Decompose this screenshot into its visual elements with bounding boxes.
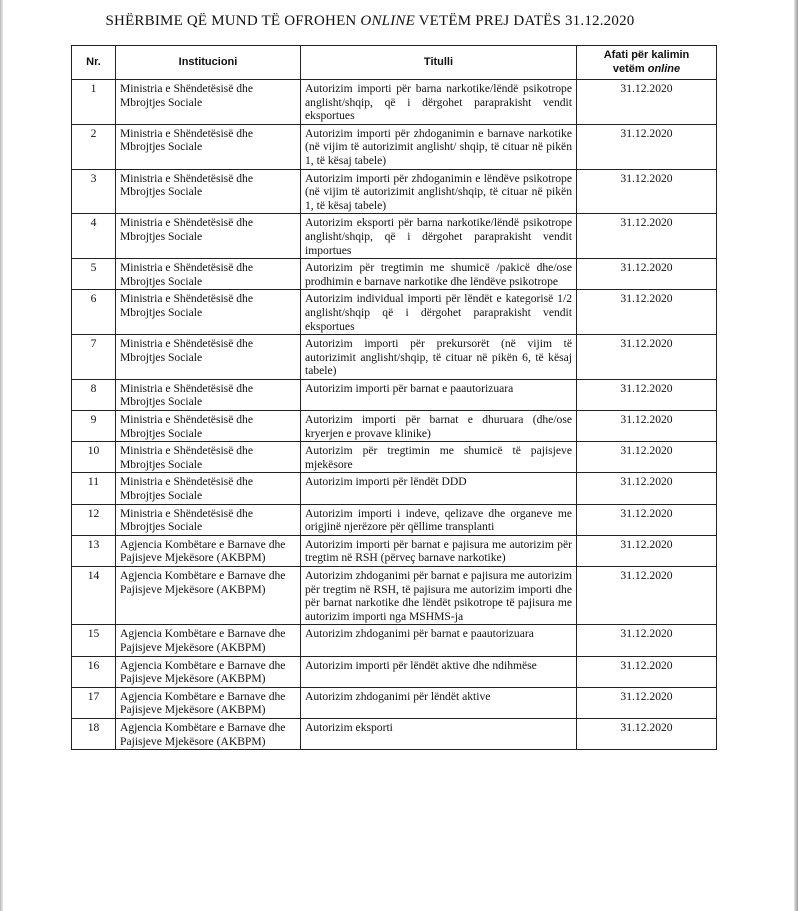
- row-deadline: 31.12.2020: [577, 214, 717, 259]
- row-deadline: 31.12.2020: [577, 718, 717, 749]
- title-text-end: VETËM PREJ DATËS 31.12.2020: [414, 13, 635, 29]
- row-title: Autorizim individual importi për lëndët e kategorisë 1/2 anglisht/shqip që i dërgohet paraprakisht vendit eksportues: [301, 290, 577, 335]
- table-row: [72, 504, 717, 535]
- row-title: Autorizim importi për zhdoganimin e barnave narkotike (në vijim të autorizimit anglisht/ shqip, të cituar në pikën 1, të kësaj tabele): [301, 124, 577, 169]
- row-number: 8: [72, 379, 116, 410]
- row-deadline: 31.12.2020: [577, 259, 717, 290]
- page-title: [0, 13, 740, 30]
- row-institution: Ministria e Shëndetësisë dhe Mbrojtjes Sociale: [116, 80, 301, 125]
- row-deadline: 31.12.2020: [577, 656, 717, 687]
- row-institution: Ministria e Shëndetësisë dhe Mbrojtjes Sociale: [116, 124, 301, 169]
- row-institution: Ministria e Shëndetësisë dhe Mbrojtjes Sociale: [116, 411, 301, 442]
- row-title: Autorizim importi i indeve, qelizave dhe organeve me origjinë njerëzore për qëllime transplanti: [301, 504, 577, 535]
- header-title: Titulli: [301, 46, 577, 80]
- page-right-edge: [794, 0, 798, 911]
- row-institution: Agjencia Kombëtare e Barnave dhe Pajisjeve Mjekësore (AKBPM): [116, 656, 301, 687]
- row-deadline: 31.12.2020: [577, 290, 717, 335]
- row-deadline: 31.12.2020: [577, 124, 717, 169]
- row-institution: Agjencia Kombëtare e Barnave dhe Pajisjeve Mjekësore (AKBPM): [116, 625, 301, 656]
- table-row: [72, 656, 717, 687]
- row-number: 16: [72, 656, 116, 687]
- title-text-italic: ONLINE: [360, 13, 415, 29]
- row-institution: Ministria e Shëndetësisë dhe Mbrojtjes Sociale: [116, 473, 301, 504]
- table-row: [72, 290, 717, 335]
- row-title: Autorizim importi për barnat e pajisura me autorizim për tregtim në RSH (përveç barnave narkotike): [301, 535, 577, 566]
- row-number: 3: [72, 169, 116, 214]
- header-deadline-line1: Afati për kalimin: [603, 49, 690, 62]
- row-deadline: 31.12.2020: [577, 687, 717, 718]
- row-institution: Agjencia Kombëtare e Barnave dhe Pajisjeve Mjekësore (AKBPM): [116, 535, 301, 566]
- table-row: [72, 718, 717, 749]
- row-deadline: 31.12.2020: [577, 504, 717, 535]
- row-institution: Ministria e Shëndetësisë dhe Mbrojtjes Sociale: [116, 442, 301, 473]
- row-institution: Ministria e Shëndetësisë dhe Mbrojtjes Sociale: [116, 379, 301, 410]
- row-deadline: 31.12.2020: [577, 442, 717, 473]
- row-institution: Agjencia Kombëtare e Barnave dhe Pajisjeve Mjekësore (AKBPM): [116, 567, 301, 625]
- row-deadline: 31.12.2020: [577, 535, 717, 566]
- header-nr: Nr.: [72, 46, 116, 80]
- row-number: 10: [72, 442, 116, 473]
- row-title: Autorizim eksporti: [301, 718, 577, 749]
- row-number: 14: [72, 567, 116, 625]
- row-title: Autorizim për tregtimin me shumicë të pajisjeve mjekësore: [301, 442, 577, 473]
- row-deadline: 31.12.2020: [577, 335, 717, 380]
- row-institution: Ministria e Shëndetësisë dhe Mbrojtjes Sociale: [116, 259, 301, 290]
- table-row: [72, 214, 717, 259]
- table-row: [72, 535, 717, 566]
- row-title: Autorizim për tregtimin me shumicë /pakicë dhe/ose prodhimin e barnave narkotike dhe lëndëve psikotrope: [301, 259, 577, 290]
- row-number: 6: [72, 290, 116, 335]
- row-number: 7: [72, 335, 116, 380]
- table-row: [72, 80, 717, 125]
- table-row: [72, 567, 717, 625]
- row-deadline: 31.12.2020: [577, 473, 717, 504]
- row-institution: Agjencia Kombëtare e Barnave dhe Pajisjeve Mjekësore (AKBPM): [116, 718, 301, 749]
- header-deadline-italic: online: [647, 63, 681, 75]
- services-table: [71, 45, 717, 750]
- row-number: 2: [72, 124, 116, 169]
- header-deadline-line2: [581, 63, 712, 77]
- table-row: [72, 625, 717, 656]
- row-number: 12: [72, 504, 116, 535]
- table-row: [72, 335, 717, 380]
- row-deadline: 31.12.2020: [577, 625, 717, 656]
- row-number: 4: [72, 214, 116, 259]
- table-row: [72, 687, 717, 718]
- table-row: [72, 442, 717, 473]
- row-institution: Ministria e Shëndetësisë dhe Mbrojtjes Sociale: [116, 214, 301, 259]
- table-row: [72, 473, 717, 504]
- row-title: Autorizim eksporti për barna narkotike/lëndë psikotrope anglisht/shqip, që i dërgohet paraprakisht vendit importues: [301, 214, 577, 259]
- table-row: [72, 124, 717, 169]
- row-number: 1: [72, 80, 116, 125]
- row-title: Autorizim importi për barnat e dhuruara (dhe/ose kryerjen e provave klinike): [301, 411, 577, 442]
- row-institution: Ministria e Shëndetësisë dhe Mbrojtjes Sociale: [116, 290, 301, 335]
- table-row: [72, 169, 717, 214]
- row-title: Autorizim importi për lëndët aktive dhe ndihmëse: [301, 656, 577, 687]
- title-text-start: SHËRBIME QË MUND TË OFROHEN: [105, 13, 361, 29]
- row-number: 9: [72, 411, 116, 442]
- row-deadline: 31.12.2020: [577, 411, 717, 442]
- row-deadline: 31.12.2020: [577, 379, 717, 410]
- row-institution: Ministria e Shëndetësisë dhe Mbrojtjes Sociale: [116, 335, 301, 380]
- row-title: Autorizim importi për lëndët DDD: [301, 473, 577, 504]
- row-number: 11: [72, 473, 116, 504]
- table-header-row: [72, 46, 717, 80]
- row-number: 5: [72, 259, 116, 290]
- row-deadline: 31.12.2020: [577, 169, 717, 214]
- row-deadline: 31.12.2020: [577, 567, 717, 625]
- row-institution: Agjencia Kombëtare e Barnave dhe Pajisjeve Mjekësore (AKBPM): [116, 687, 301, 718]
- table-row: [72, 259, 717, 290]
- row-title: Autorizim importi për zhdoganimin e lëndëve psikotrope (në vijim të autorizimit anglisht/shqip, të cituar në pikën 1, të kësaj tabele): [301, 169, 577, 214]
- row-title: Autorizim zhdoganimi për barnat e pajisura me autorizim për tregtim në RSH, të pajisura me autorizim importi dhe për barnat narkotike dhe lëndët psikotrope të pajisura me autorizim importi nga MSHMS-ja: [301, 567, 577, 625]
- row-number: 18: [72, 718, 116, 749]
- row-title: Autorizim zhdoganimi për lëndët aktive: [301, 687, 577, 718]
- row-number: 15: [72, 625, 116, 656]
- table-row: [72, 411, 717, 442]
- row-deadline: 31.12.2020: [577, 80, 717, 125]
- row-number: 17: [72, 687, 116, 718]
- header-institution: Institucioni: [116, 46, 301, 80]
- row-title: Autorizim importi për prekursorët (në vijim të autorizimit anglisht/shqip, të cituar në pikën 6, të kësaj tabele): [301, 335, 577, 380]
- row-number: 13: [72, 535, 116, 566]
- row-title: Autorizim importi për barna narkotike/lëndë psikotrope anglisht/shqip, që i dërgohet paraprakisht vendit eksportues: [301, 80, 577, 125]
- header-deadline-prefix: vetëm: [612, 63, 648, 75]
- row-title: Autorizim importi për barnat e paautorizuara: [301, 379, 577, 410]
- table-row: [72, 379, 717, 410]
- header-deadline: [577, 46, 717, 80]
- row-title: Autorizim zhdoganimi për barnat e paautorizuara: [301, 625, 577, 656]
- page-left-edge: [0, 0, 3, 911]
- row-institution: Ministria e Shëndetësisë dhe Mbrojtjes Sociale: [116, 504, 301, 535]
- row-institution: Ministria e Shëndetësisë dhe Mbrojtjes Sociale: [116, 169, 301, 214]
